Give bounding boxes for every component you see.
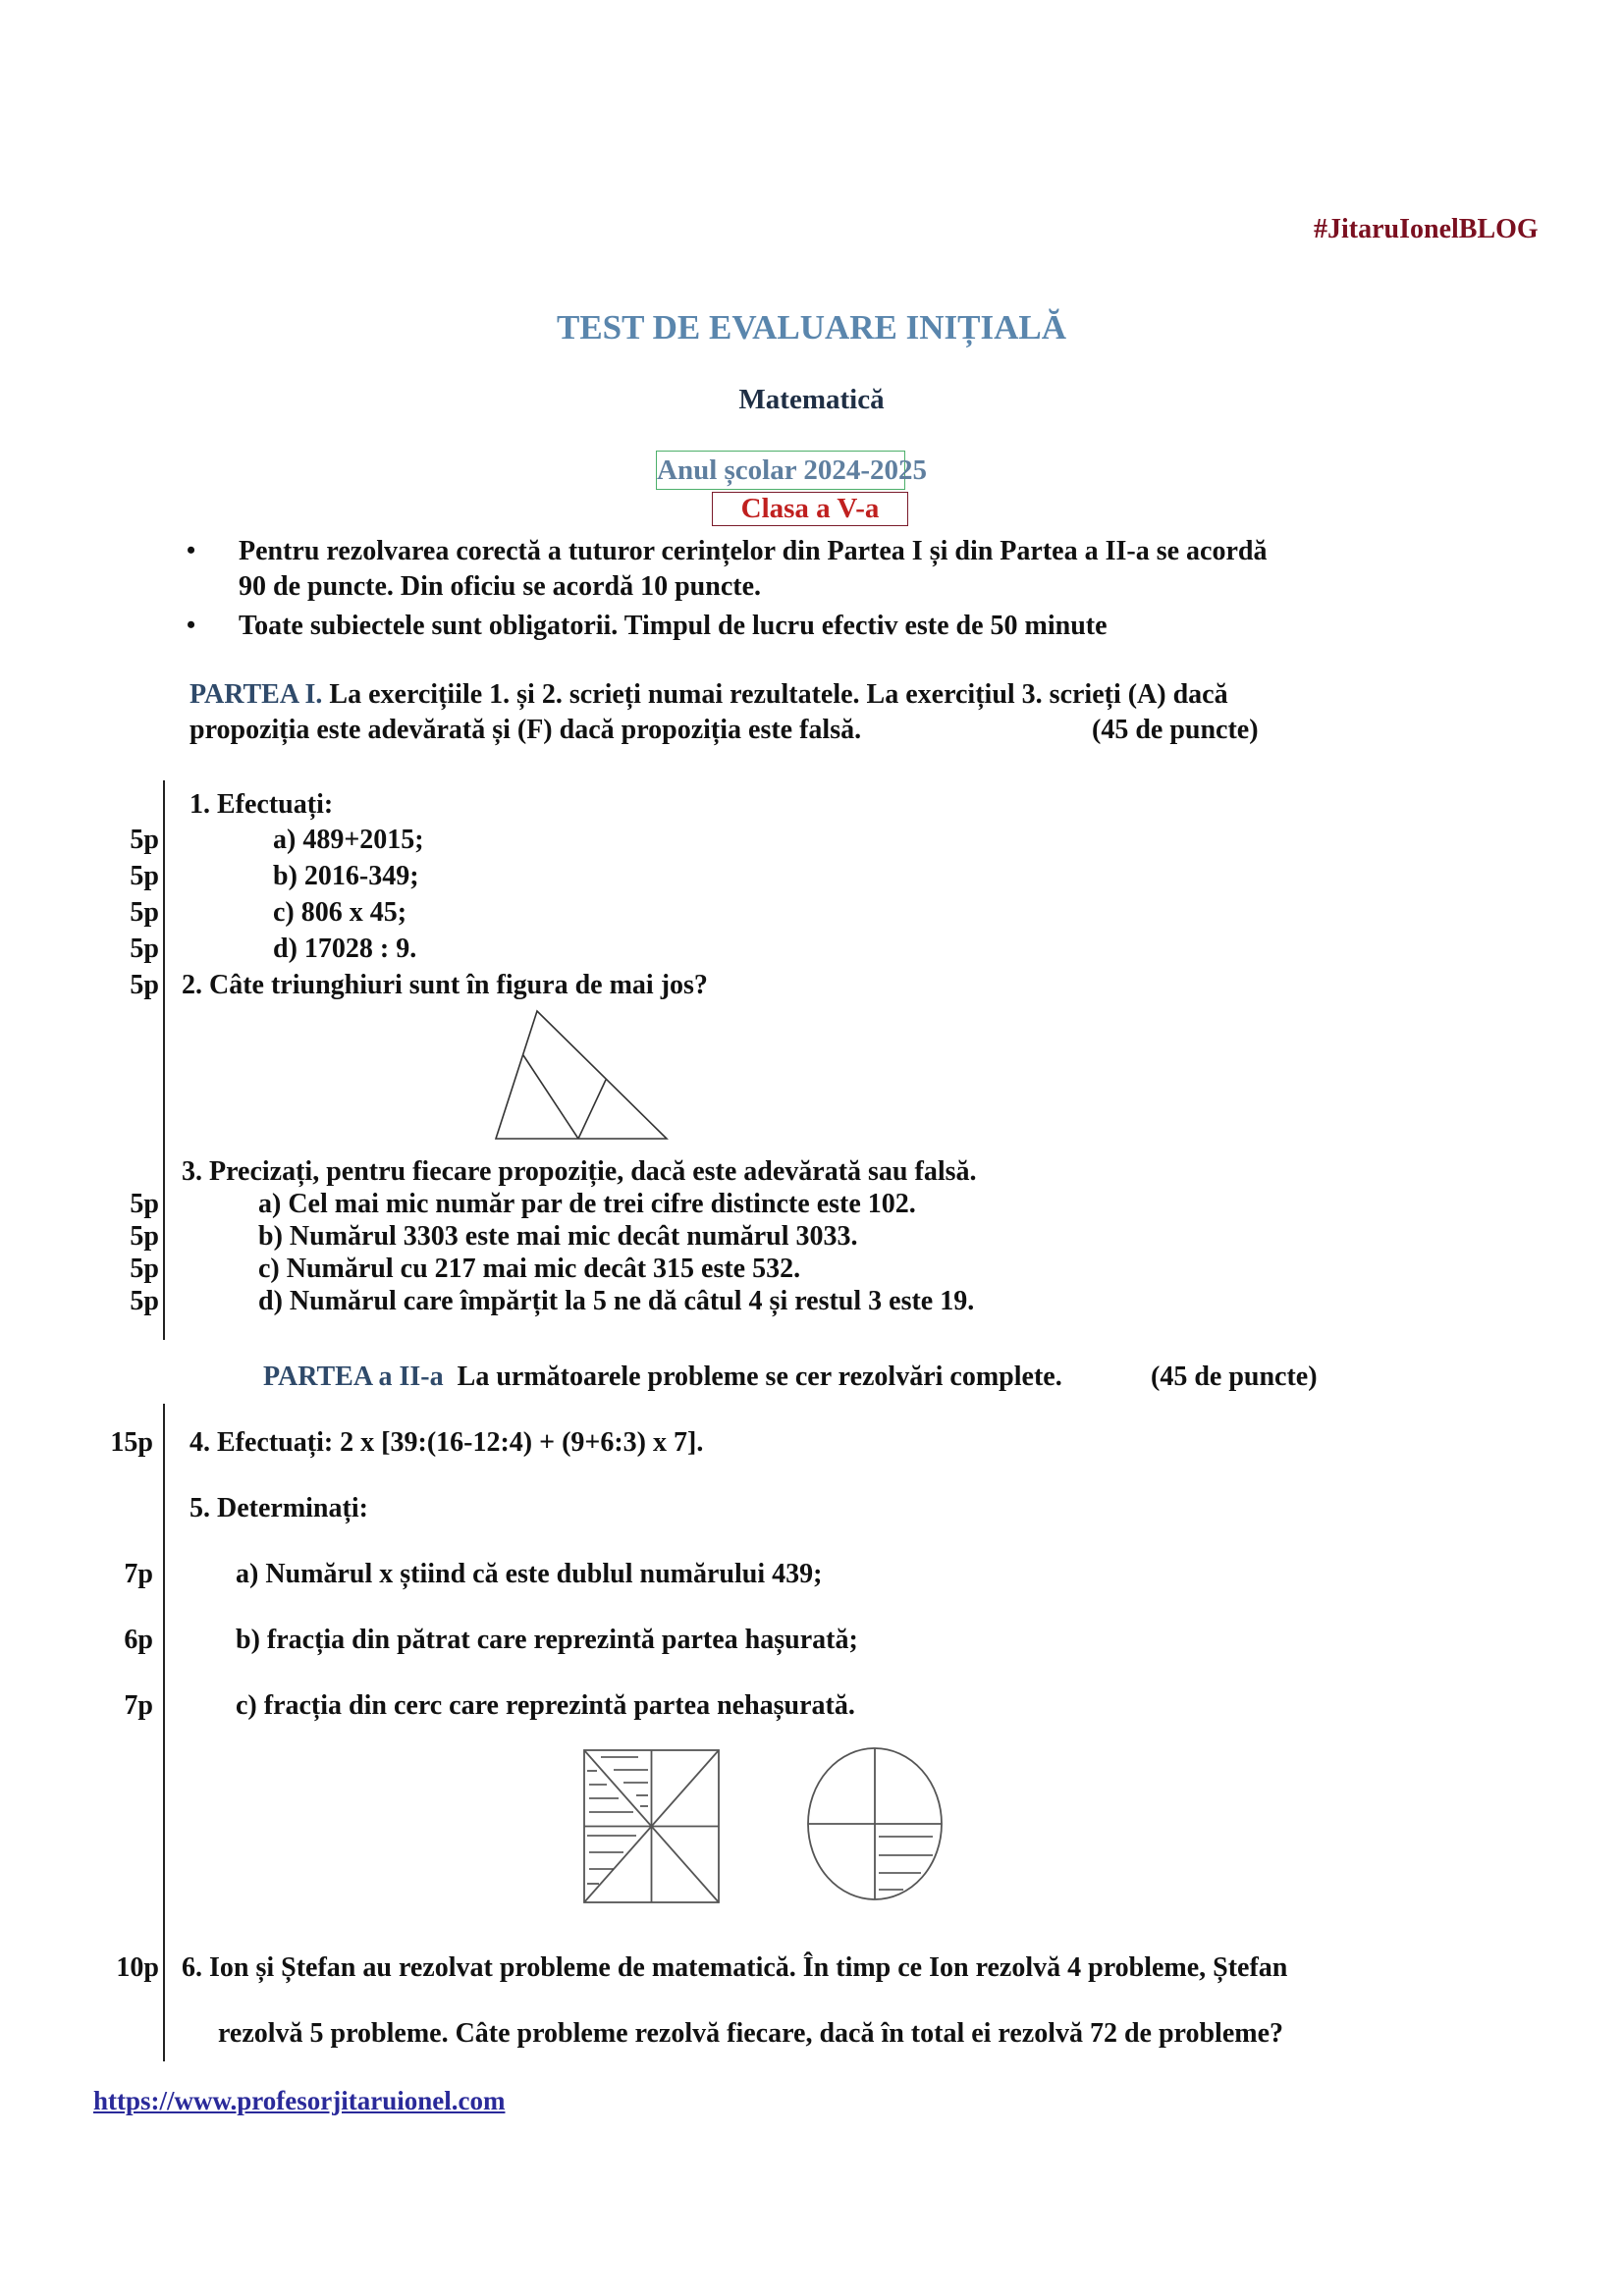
points-label: 15p	[110, 1427, 153, 1458]
circle-hatching	[879, 1837, 933, 1890]
points-label: 5p	[130, 970, 159, 1000]
part2-points: (45 de puncte)	[1151, 1362, 1318, 1392]
exercise-3-title: 3. Precizați, pentru fiecare propoziție, dacă este adevărată sau falsă.	[182, 1156, 977, 1187]
points-label: 7p	[124, 1559, 153, 1589]
exercise-2: 2. Câte triunghiuri sunt în figura de mai jos?	[182, 970, 708, 1000]
points-label: 5p	[130, 934, 159, 964]
points-label: 5p	[130, 1286, 159, 1316]
blog-tag: #JitaruIonelBLOG	[1314, 214, 1539, 244]
part1-heading	[189, 679, 1228, 711]
exercise-5c: c) fracția din cerc care reprezintă partea nehașurată.	[236, 1690, 855, 1721]
points-label: 5p	[130, 825, 159, 855]
document-subject: Matematică	[738, 384, 885, 415]
part1-points: (45 de puncte)	[1092, 715, 1259, 745]
points-label: 5p	[130, 897, 159, 928]
exercise-3c: c) Numărul cu 217 mai mic decât 315 este 532.	[258, 1254, 801, 1284]
website-link[interactable]: https://www.profesorjitaruionel.com	[93, 2086, 506, 2115]
points-label: 5p	[130, 1221, 159, 1252]
exercise-1b: b) 2016-349;	[273, 861, 419, 891]
hatched-square-figure	[579, 1745, 736, 1912]
instruction-line: Pentru rezolvarea corectă a tuturor cerințelor din Partea I și din Partea a II-a se acordă	[239, 536, 1268, 566]
exercise-1d: d) 17028 : 9.	[273, 934, 417, 964]
school-year-box: Anul școlar 2024-2025	[656, 451, 905, 490]
exercise-5a: a) Numărul x știind că este dublul numărului 439;	[236, 1559, 823, 1589]
inner-segment	[523, 1055, 578, 1139]
part2-instruction: La următoarele probleme se cer rezolvări complete.	[457, 1362, 1062, 1392]
points-label: 5p	[130, 1189, 159, 1219]
instruction-line: 90 de puncte. Din oficiu se acordă 10 puncte.	[239, 571, 761, 602]
bullet-icon: •	[187, 611, 196, 639]
exercise-3d: d) Numărul care împărțit la 5 ne dă câtul 4 și restul 3 este 19.	[258, 1286, 975, 1316]
exercise-5b: b) fracția din pătrat care reprezintă partea hașurată;	[236, 1625, 858, 1655]
exercise-1-title: 1. Efectuați:	[189, 789, 334, 820]
exercise-3a: a) Cel mai mic număr par de trei cifre distincte este 102.	[258, 1189, 916, 1219]
exercise-5-title: 5. Determinați:	[189, 1493, 368, 1523]
points-label: 7p	[124, 1690, 153, 1721]
hatched-circle-figure	[800, 1745, 957, 1912]
part1-label: PARTEA I.	[189, 679, 323, 710]
instruction-line: Toate subiectele sunt obligatorii. Timpul de lucru efectiv este de 50 minute	[239, 611, 1108, 641]
inner-segment	[578, 1080, 606, 1139]
part1-instruction-line2: propoziția este adevărată și (F) dacă propoziția este falsă.	[189, 715, 862, 745]
outer-triangle	[496, 1011, 667, 1139]
points-label: 5p	[130, 861, 159, 891]
exercise-1c: c) 806 x 45;	[273, 897, 407, 928]
exercise-6-line1: 6. Ion și Ștefan au rezolvat probleme de matematică. În timp ce Ion rezolvă 4 probleme, Ștefan	[182, 1952, 1288, 1983]
exercise-4: 4. Efectuați: 2 x [39:(16-12:4) + (9+6:3) x 7].	[189, 1427, 704, 1458]
part2-label: PARTEA a II-a	[263, 1362, 444, 1392]
points-label: 5p	[130, 1254, 159, 1284]
points-label: 6p	[124, 1625, 153, 1655]
class-box: Clasa a V-a	[712, 492, 908, 526]
points-margin-rule	[163, 1404, 165, 2061]
exercise-1a: a) 489+2015;	[273, 825, 424, 855]
part1-instruction: La exercițiile 1. și 2. scrieți numai rezultatele. La exercițiul 3. scrieți (A) dacă	[329, 679, 1228, 710]
triangle-figure	[442, 1001, 736, 1168]
document-title: TEST DE EVALUARE INIȚIALĂ	[556, 308, 1067, 347]
part2-heading	[263, 1362, 1062, 1393]
points-label: 10p	[116, 1952, 159, 1983]
exercise-3b: b) Numărul 3303 este mai mic decât numărul 3033.	[258, 1221, 858, 1252]
exercise-6-line2: rezolvă 5 probleme. Câte probleme rezolvă fiecare, dacă în total ei rezolvă 72 de probleme?	[218, 2018, 1284, 2049]
points-margin-rule	[163, 780, 165, 1340]
bullet-icon: •	[187, 536, 196, 564]
